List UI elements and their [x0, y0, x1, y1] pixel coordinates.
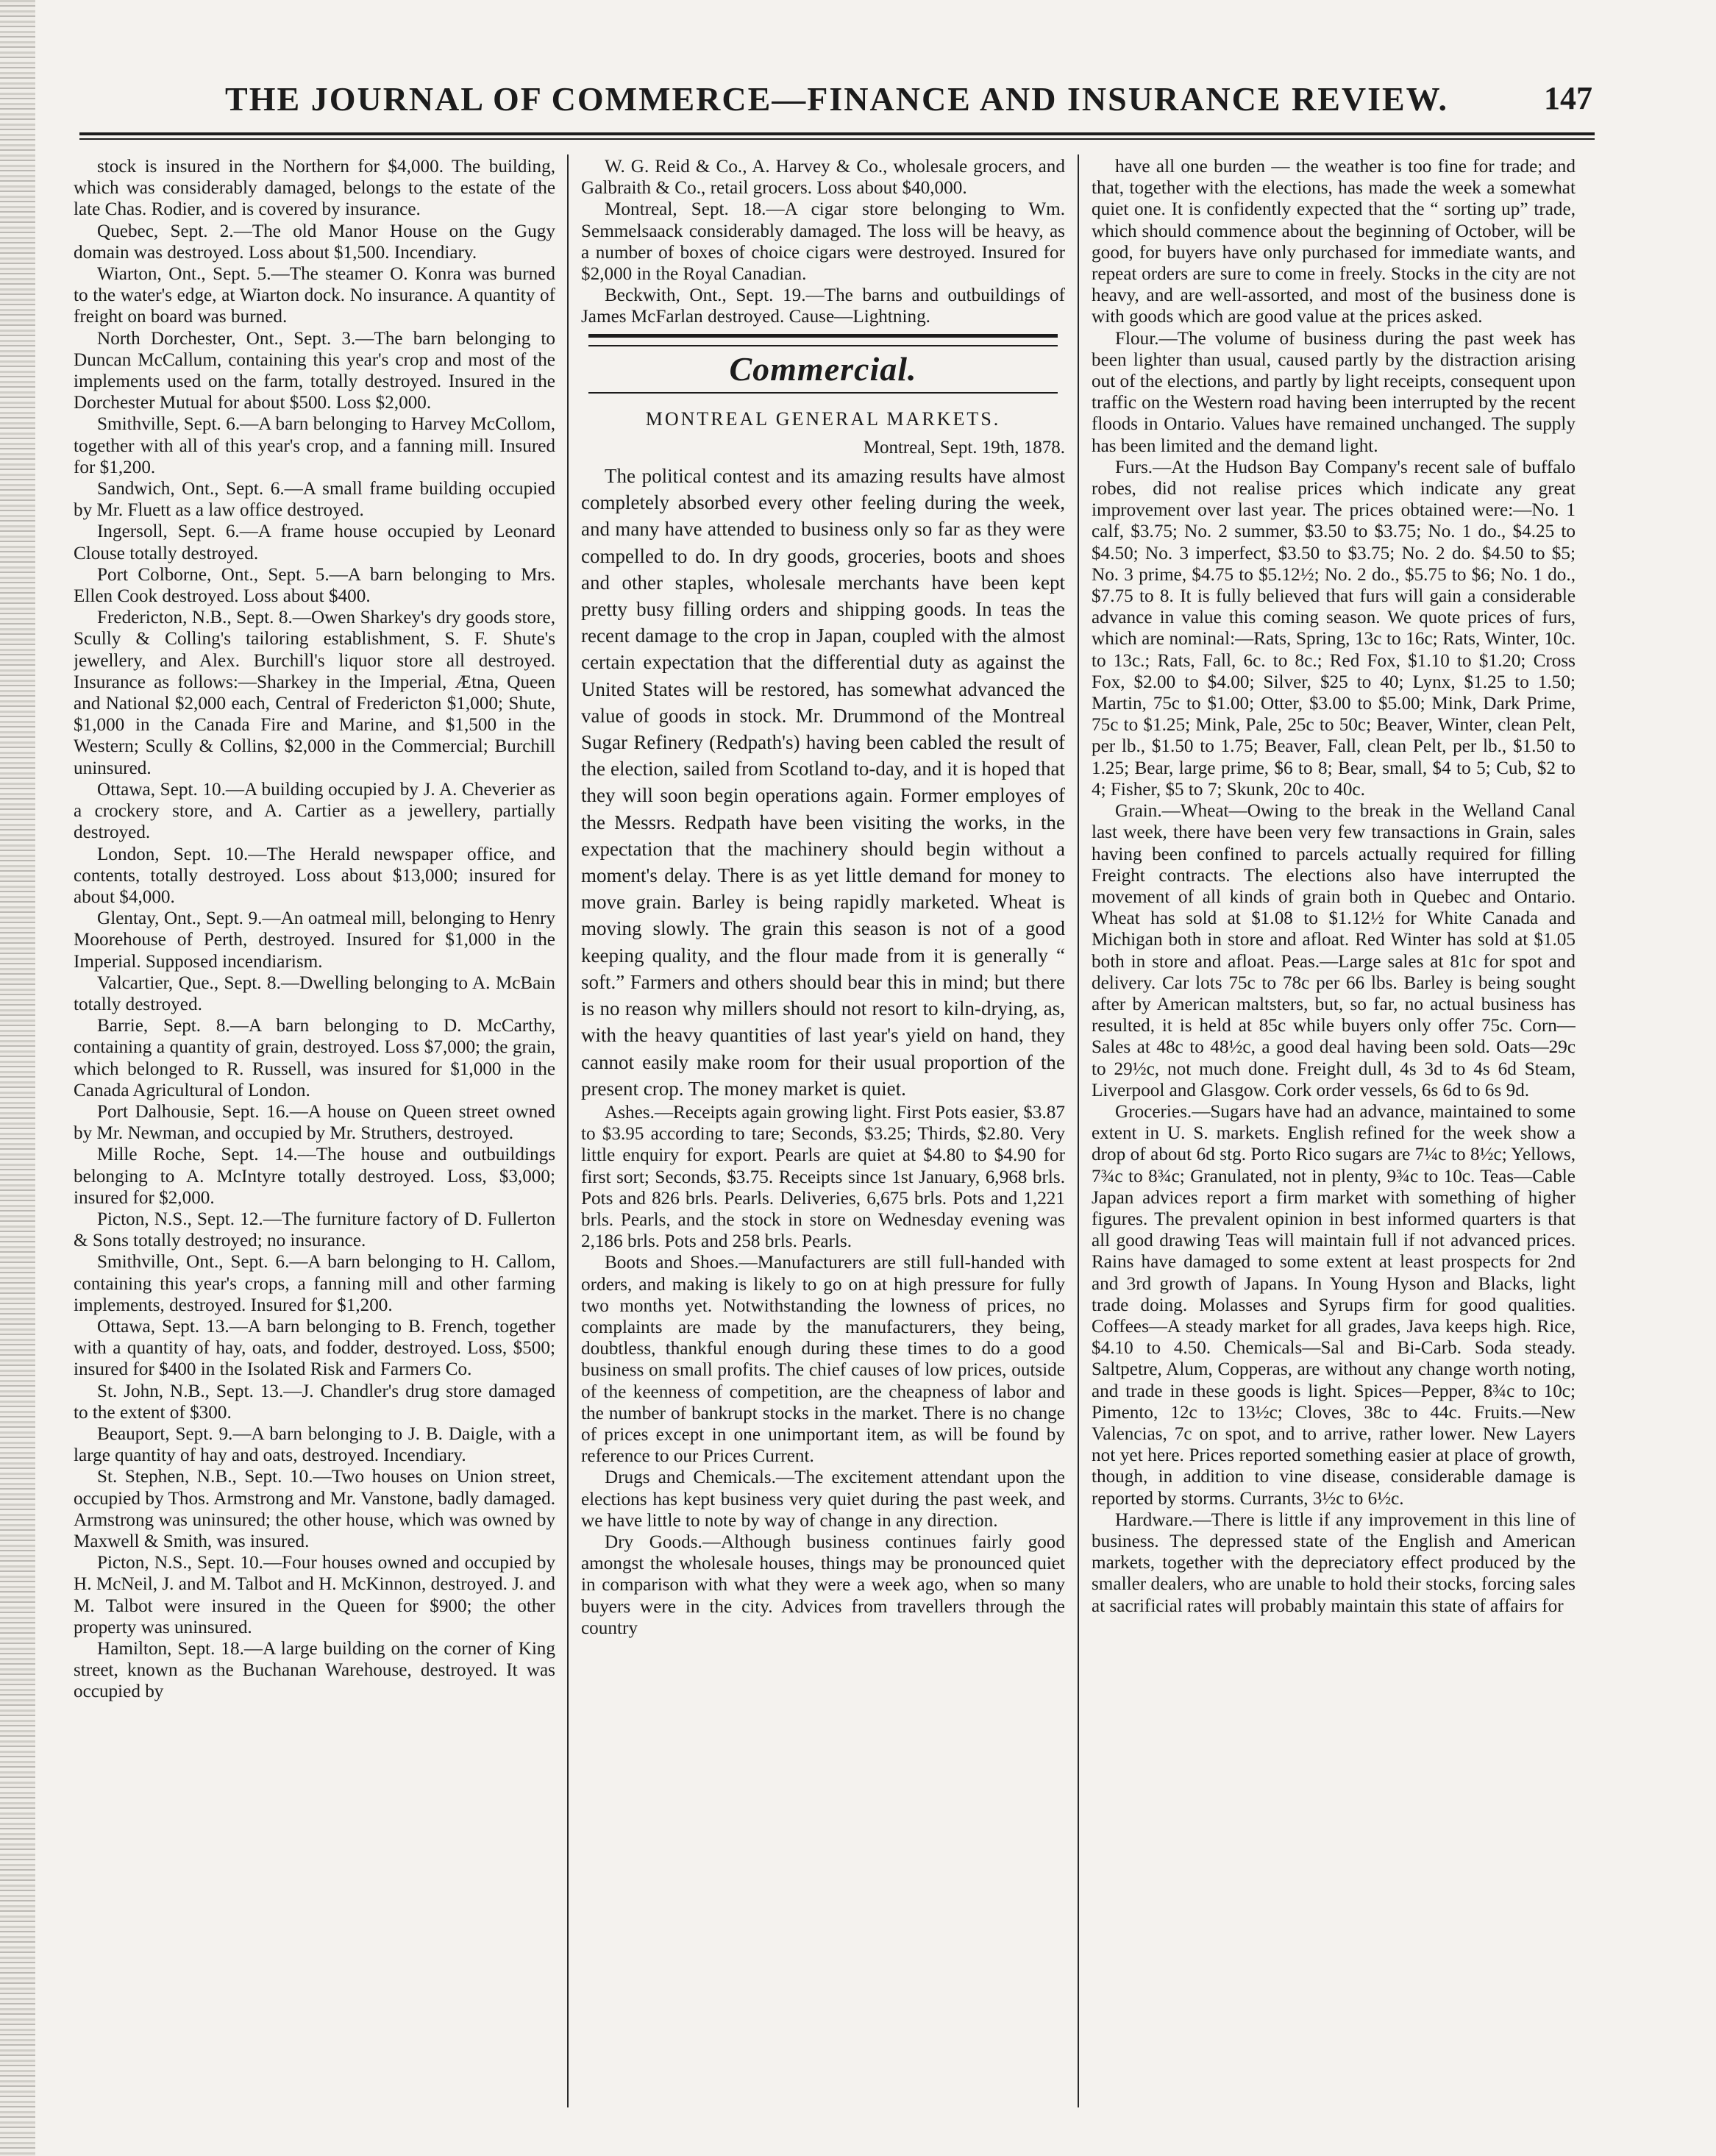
- section-title: Commercial.: [729, 349, 917, 388]
- article-paragraph: Picton, N.S., Sept. 10.—Four houses owned and occupied by H. McNeil, J. and M. Talbot and H. McKinnon, destroyed. J. and M. Talbot were insured in the Queen for $900; the other property was uninsured.: [74, 1553, 555, 1637]
- column-commercial: [581, 156, 1065, 2135]
- article-paragraph: Beauport, Sept. 9.—A barn belonging to J. B. Daigle, with a large quantity of hay and oats, destroyed. Incendiary.: [74, 1423, 555, 1466]
- article-paragraph: Glentay, Ont., Sept. 9.—An oatmeal mill, belonging to Henry Moorehouse of Perth, destroyed. Insured for $1,000 in the Imperial. Supposed incendiarism.: [74, 908, 555, 972]
- article-paragraph: Mille Roche, Sept. 14.—The house and outbuildings belonging to A. McIntyre totally destroyed. Loss, $3,000; insured for $2,000.: [74, 1145, 555, 1208]
- article-paragraph: St. Stephen, N.B., Sept. 10.—Two houses on Union street, occupied by Thos. Armstrong and Mr. Vanstone, badly damaged. Armstrong was uninsured; the other house, which was owned by Maxwell & Smith, was insured.: [74, 1467, 555, 1551]
- article-paragraph: Fredericton, N.B., Sept. 8.—Owen Sharkey's dry goods store, Scully & Colling's tailoring establishment, S. F. Shute's jewellery, and Alex. Burchill's liquor store all destroyed. Insurance as follows:—Sharkey in the Imperial, Ætna, Queen and National $2,000 each, Central of Fredericton $1,000; Shute, $1,000 in the Canada Fire and Marine, and $1,500 in the Western; Scully & Collins, $2,000 in the Commercial; Burchill uninsured.: [74, 608, 555, 778]
- article-paragraph: Dry Goods.—Although business continues fairly good amongst the wholesale houses, things may be pronounced quiet in comparison with what they were a week ago, when so many buyers were in the city. Advices from travellers through the country: [581, 1531, 1065, 1638]
- article-paragraph: Boots and Shoes.—Manufacturers are still full-handed with orders, and making is likely to go on at high pressure for fully two months yet. Notwithstanding the lowness of prices, no complaints are made by the manufacturers, they being, doubtless, thankful enough during these times to do a good business on small profits. The chief causes of low prices, outside of the keenness of competition, are the cheapness of labor and the number of bankrupt stocks in the market. There is no change of prices except in one unimportant item, as will be found by reference to our Prices Current.: [581, 1253, 1065, 1467]
- article-paragraph: Quebec, Sept. 2.—The old Manor House on the Gugy domain was destroyed. Loss about $1,500. Incendiary.: [74, 221, 555, 263]
- article-paragraph: Picton, N.S., Sept. 12.—The furniture factory of D. Fullerton & Sons totally destroyed; no insurance.: [74, 1209, 555, 1251]
- header-rule-thin: [79, 138, 1595, 140]
- article-paragraph: London, Sept. 10.—The Herald newspaper office, and contents, totally destroyed. Loss about $13,000; insured for about $4,000.: [74, 844, 555, 907]
- article-paragraph: stock is insured in the Northern for $4,000. The building, which was considerably damaged, belongs to the estate of the late Chas. Rodier, and is covered by insurance.: [74, 157, 555, 220]
- article-paragraph: Grain.—Wheat—Owing to the break in the Welland Canal last week, there have been very few transactions in Grain, sales having been confined to parcels actually required for filling Freight contracts. The elections also have interrupted the movement of all kinds of grain both in Quebec and Ontario. Wheat has sold at $1.08 to $1.12½ for White Canada and Michigan both in store and afloat. Red Winter has sold at $1.05 both in store and afloat. Peas.—Large sales at 81c for spot and delivery. Car lots 75c to 78c per 66 lbs. Barley is being sought after by American maltsters, but, so far, no actual business has resulted, it is held at 85c while buyers only offer 75c. Corn—Sales at 48c to 48½c, a good deal having been sold. Oats—29c to 29½c, not much done. Freight dull, 4s 3d to 4s 6d Steam, Liverpool and Glasgow. Cork order vessels, 6s 6d to 6s 9d.: [1092, 801, 1576, 1100]
- article-paragraph: Hardware.—There is little if any improvement in this line of business. The depressed state of the English and American markets, together with the depreciatory effect produced by the smaller dealers, who are unable to hold their stocks, forcing sales at sacrificial rates will probably maintain this state of affairs for: [1092, 1509, 1576, 1616]
- section-rule-bottom: [588, 392, 1058, 394]
- article-paragraph: Beckwith, Ont., Sept. 19.—The barns and outbuildings of James McFarlan destroyed. Cause—Lightning.: [581, 285, 1065, 327]
- article-paragraph: Port Colborne, Ont., Sept. 5.—A barn belonging to Mrs. Ellen Cook destroyed. Loss about $400.: [74, 564, 555, 607]
- article-paragraph: North Dorchester, Ont., Sept. 3.—The barn belonging to Duncan McCallum, containing this year's crop and most of the implements used on the farm, totally destroyed. Insured in the Dorchester Mutual for about $500. Loss $2,000.: [74, 328, 555, 413]
- scanned-page-edge: [0, 0, 35, 2156]
- article-paragraph: Ingersoll, Sept. 6.—A frame house occupied by Leonard Clouse totally destroyed.: [74, 522, 555, 563]
- article-paragraph: Valcartier, Que., Sept. 8.—Dwelling belonging to A. McBain totally destroyed.: [74, 972, 555, 1014]
- page-header: [81, 79, 1592, 124]
- article-paragraph: Groceries.—Sugars have had an advance, maintained to some extent in U. S. markets. English refined for the week show a drop of about 6d stg. Porto Rico sugars are 7¼c to 8½c; Yellows, 7¾c to 8¾c; Granulated, not in plenty, 9¾c to 10c. Teas—Cable Japan advices report a firm market with something of higher figures. The prevalent opinion in best informed quarters is that all good drawing Teas will maintain full if not advanced prices. Rains have damaged to some extent at least prospects for 2nd and 3rd growth of Japans. In Young Hyson and Blacks, light trade doing. Molasses and Syrups firm for good qualities. Coffees—A steady market for all grades, Java keeps high. Rice, $4.10 to 4.50. Chemicals—Sal and Bi-Carb. Soda steady. Saltpetre, Alum, Copperas, are without any change worth noting, and trade in these goods is light. Spices—Pepper, 8¾c to 10c; Pimento, 12c to 13½c; Cloves, 38c to 44c. Fruits.—New Valencias, 7c on spot, and to arrive, rather lower. New Layers not yet here. Prices reported something easier at place of growth, though, in addition to vine disease, considerable damage is reported by storms. Currants, 3½c to 6½c.: [1092, 1101, 1576, 1509]
- article-paragraph: W. G. Reid & Co., A. Harvey & Co., wholesale grocers, and Galbraith & Co., retail grocers. Loss about $40,000.: [581, 157, 1065, 199]
- article-paragraph: Barrie, Sept. 8.—A barn belonging to D. McCarthy, containing a quantity of grain, destroyed. Loss $7,000; the grain, which belonged to R. Russell, was insured for $1,000 in the Canada Agricultural of London.: [74, 1016, 555, 1100]
- article-paragraph: Ottawa, Sept. 13.—A barn belonging to B. French, together with a quantity of hay, oats, and fodder, destroyed. Loss, $500; insured for $400 in the Isolated Risk and Farmers Co.: [74, 1316, 555, 1380]
- article-paragraph: St. John, N.B., Sept. 13.—J. Chandler's drug store damaged to the extent of $300.: [74, 1381, 555, 1423]
- column-fire-record: [74, 156, 555, 2135]
- journal-title: THE JOURNAL OF COMMERCE—FINANCE AND INSURANCE REVIEW.: [225, 80, 1448, 118]
- article-paragraph: Furs.—At the Hudson Bay Company's recent sale of buffalo robes, did not realise prices which indicate any great improvement over last year. The prices obtained were:—No. 1 calf, $3.75; No. 2 summer, $3.50 to $3.75; No. 1 do., $4.25 to $4.50; No. 3 imperfect, $3.50 to $3.75; No. 2 do. $4.50 to $5; No. 3 prime, $4.75 to $5.12½; No. 2 do., $5.75 to $6; No. 1 do., $7.75 to 8. It is fully believed that furs will gain a considerable advance in value this coming season. We quote prices of furs, which are nominal:—Rats, Spring, 13c to 16c; Rats, Winter, 10c. to 13c.; Rats, Fall, 6c. to 8c.; Red Fox, $1.10 to $1.20; Cross Fox, $2.00 to $4.00; Silver, $25 to 40; Lynx, $1.25 to 1.50; Martin, 75c to $1.00; Otter, $3.00 to $5.00; Mink, Dark Prime, 75c to $1.25; Mink, Pale, 25c to 50c; Beaver, Winter, clean Pelt, per lb., $1.50 to 1.75; Beaver, Fall, clean Pelt, per lb., $1.50 to 1.25; Bear, large prime, $6 to 8; Bear, small, $4 to 5; Cub, $2 to 4; Fisher, $5 to 7; Skunk, 20c to 40c.: [1092, 457, 1576, 800]
- article-paragraph: have all one burden — the weather is too fine for trade; and that, together with the elections, has made the week a somewhat quiet one. It is confidently expected that the “ sorting up” trade, which should commence about the beginning of October, will be good, for buyers have only purchased for immediate wants, and repeat orders are sure to come in freely. Stocks in the city are not heavy, and are well-assorted, and most of the business done is with goods which are good value at the prices asked.: [1092, 157, 1576, 327]
- column-market-reports: [1092, 156, 1576, 2135]
- column-divider-2: [1078, 154, 1079, 2107]
- article-paragraph: Sandwich, Ont., Sept. 6.—A small frame building occupied by Mr. Fluett as a law office destroyed.: [74, 479, 555, 521]
- page-number: 147: [1544, 80, 1592, 116]
- article-paragraph: Drugs and Chemicals.—The excitement attendant upon the elections has kept business very quiet during the past week, and we have little to note by way of change in any direction.: [581, 1467, 1065, 1531]
- article-paragraph: Smithville, Sept. 6.—A barn belonging to Harvey McCollom, together with all of this year's crop, and a fanning mill. Insured for $1,200.: [74, 414, 555, 477]
- article-paragraph: Port Dalhousie, Sept. 16.—A house on Queen street owned by Mr. Newman, and occupied by Mr. Struthers, destroyed.: [74, 1101, 555, 1144]
- header-rule-thick: [79, 132, 1595, 135]
- article-paragraph: The political contest and its amazing results have almost completely absorbed every other feeling during the week, and many have attended to business only so far as they were compelled to do. In dry goods, groceries, boots and shoes and other staples, wholesale merchants have been kept pretty busy filling orders and shipping goods. In teas the recent damage to the crop in Japan, coupled with the almost certain expectation that the differential duty as against the United States will be restored, has somewhat advanced the value of goods in stock. Mr. Drummond of the Montreal Sugar Refinery (Redpath's) having been cabled the result of the election, sailed from Scotland to-day, and it is hoped that they will soon begin operations again. Former employes of the Messrs. Redpath have been visiting the works, in the expectation that the machinery should begin without a moment's delay. There is as yet little demand for money to move grain. Barley is being rapidly marketed. Wheat is moving slowly. The grain this season is not of a good keeping quality, and the flour made from it is generally “ soft.” Farmers and others should bear this in mind; but there is no reason why millers should not resort to kiln-drying, as, with the heavy quantities of last year's yield on hand, they cannot easily make room for their usual proportion of the present crop. The money market is quiet.: [581, 465, 1065, 1100]
- dateline: Montreal, Sept. 19th, 1878.: [863, 437, 1065, 458]
- article-paragraph: Ashes.—Receipts again growing light. First Pots easier, $3.87 to $3.95 according to tare; Seconds, $3.25; Thirds, $2.80. Very little enquiry for export. Pearls are quiet at $4.80 to $4.90 for first sort; Seconds, $3.75. Receipts since 1st January, 6,968 brls. Pots and 826 brls. Pearls. Deliveries, 6,675 brls. Pots and 1,221 brls. Pearls, and the stock in store on Wednesday evening was 2,186 brls. Pots and 258 brls. Pearls.: [581, 1102, 1065, 1252]
- article-paragraph: Montreal, Sept. 18.—A cigar store belonging to Wm. Semmelsaack considerably damaged. The loss will be heavy, as a number of boxes of choice cigars were destroyed. Insured for $2,000 in the Royal Canadian.: [581, 199, 1065, 285]
- article-paragraph: Hamilton, Sept. 18.—A large building on the corner of King street, known as the Buchanan Warehouse, destroyed. It was occupied by: [74, 1639, 555, 1702]
- markets-heading: MONTREAL GENERAL MARKETS.: [645, 408, 1001, 430]
- article-paragraph: Flour.—The volume of business during the past week has been lighter than usual, caused partly by the distraction arising out of the elections, and partly by light receipts, consequent upon traffic on the Western road having been interrupted by the recent floods in Ontario. Values have remained unchanged. The supply has been limited and the demand light.: [1092, 328, 1576, 456]
- column-divider-1: [567, 154, 569, 2107]
- commercial-section-header: [581, 334, 1065, 394]
- article-paragraph: Ottawa, Sept. 10.—A building occupied by J. A. Cheverier as a crockery store, and A. Cartier as a jewellery, partially destroyed.: [74, 779, 555, 843]
- article-paragraph: Smithville, Ont., Sept. 6.—A barn belonging to H. Callom, containing this year's crops, a fanning mill and other farming implements, destroyed. Insured for $1,200.: [74, 1252, 555, 1315]
- section-rule-top: [588, 334, 1058, 346]
- article-paragraph: Wiarton, Ont., Sept. 5.—The steamer O. Konra was burned to the water's edge, at Wiarton dock. No insurance. A quantity of freight on board was burned.: [74, 264, 555, 327]
